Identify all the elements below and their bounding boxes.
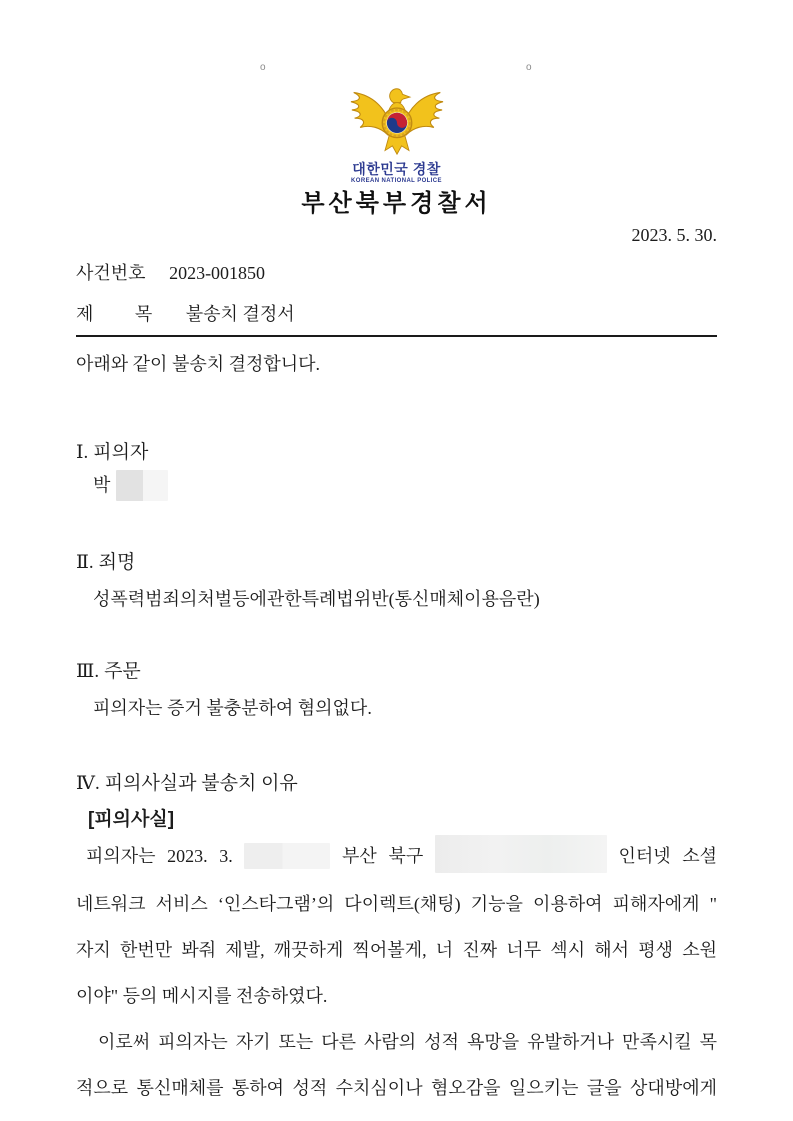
section-charge (76, 547, 717, 611)
section-number: Ⅰ. (76, 442, 89, 463)
redaction-box-date-detail (244, 843, 330, 869)
korean-national-police-emblem-icon (339, 86, 455, 156)
section-title: 죄명 (98, 552, 136, 573)
section-number: Ⅳ. (76, 773, 100, 794)
redaction-box-address (435, 835, 607, 873)
facts-line-1 (76, 833, 717, 881)
document-date: 2023. 5. 30. (631, 225, 717, 245)
facts-line-1-text-c: 인터넷 소셜 (618, 846, 718, 866)
facts-line-3: 자지 한번만 봐줘 제발, 깨끗하게 찍어볼게, 너 진짜 너무 섹시 해서 평생 소원 (76, 939, 717, 960)
scan-artifact-mark-right: o (526, 62, 532, 73)
facts-line-4: 이야" 등의 메시지를 전송하였다. (76, 985, 328, 1006)
document-title-value: 불송치 결정서 (185, 304, 295, 324)
section-facts-heading (76, 768, 717, 795)
section-title: 피의자 (93, 442, 149, 463)
facts-paragraph (76, 833, 717, 1111)
intro-statement: 아래와 같이 불송치 결정합니다. (76, 354, 321, 374)
section-title: 피의사실과 불송치 이유 (104, 773, 298, 794)
section-ruling (76, 656, 717, 720)
section-title: 주문 (104, 661, 141, 682)
suspect-surname: 박 (93, 475, 111, 496)
emblem-org-name-korean: 대한민국 경찰 (352, 161, 441, 177)
facts-line-5: 이로써 피의자는 자기 또는 다른 사람의 성적 욕망을 유발하거나 만족시킬 목 (98, 1031, 717, 1052)
document-title-row (76, 300, 717, 326)
section-charge-heading (76, 547, 717, 574)
charge-text: 성폭력범죄의처벌등에관한특례법위반(통신매체이용음란) (93, 589, 540, 609)
station-name-title: 부산북부경찰서 (301, 191, 492, 217)
case-number-value: 2023-001850 (169, 263, 266, 283)
emblem-org-name-english: KOREAN NATIONAL POLICE (351, 178, 442, 184)
title-label-mok: 목 (134, 304, 153, 324)
facts-line-1-text-b: 부산 북구 (342, 846, 424, 866)
case-number-row (76, 259, 717, 285)
section-facts-and-reason (76, 768, 717, 1111)
document-body (76, 183, 717, 1111)
ruling-text: 피의자는 증거 불충분하여 혐의없다. (93, 698, 372, 718)
section-number: Ⅱ. (76, 552, 94, 573)
section-suspect (76, 437, 717, 503)
header-divider-line (76, 335, 717, 337)
redaction-box-suspect-name (116, 470, 168, 501)
scan-artifact-mark-left: o (260, 62, 266, 73)
facts-line-1-text-a: 피의자는 2023. 3. (86, 846, 233, 866)
case-number-label: 사건번호 (76, 263, 146, 283)
section-suspect-heading (76, 437, 717, 464)
police-emblem-block (0, 86, 793, 184)
facts-line-2: 네트워크 서비스 ‘인스타그램’의 다이렉트(채팅) 기능을 이용하여 피해자에게 " (76, 893, 717, 914)
section-ruling-heading (76, 656, 717, 683)
title-label-je: 제 (76, 304, 94, 324)
facts-line-6: 적으로 통신매체를 통하여 성적 수치심이나 혐오감을 일으키는 글을 상대방에게 (76, 1077, 717, 1098)
section-number: Ⅲ. (76, 661, 100, 682)
facts-subheading: [피의사실] (88, 809, 175, 830)
suspect-name-row (93, 470, 717, 503)
